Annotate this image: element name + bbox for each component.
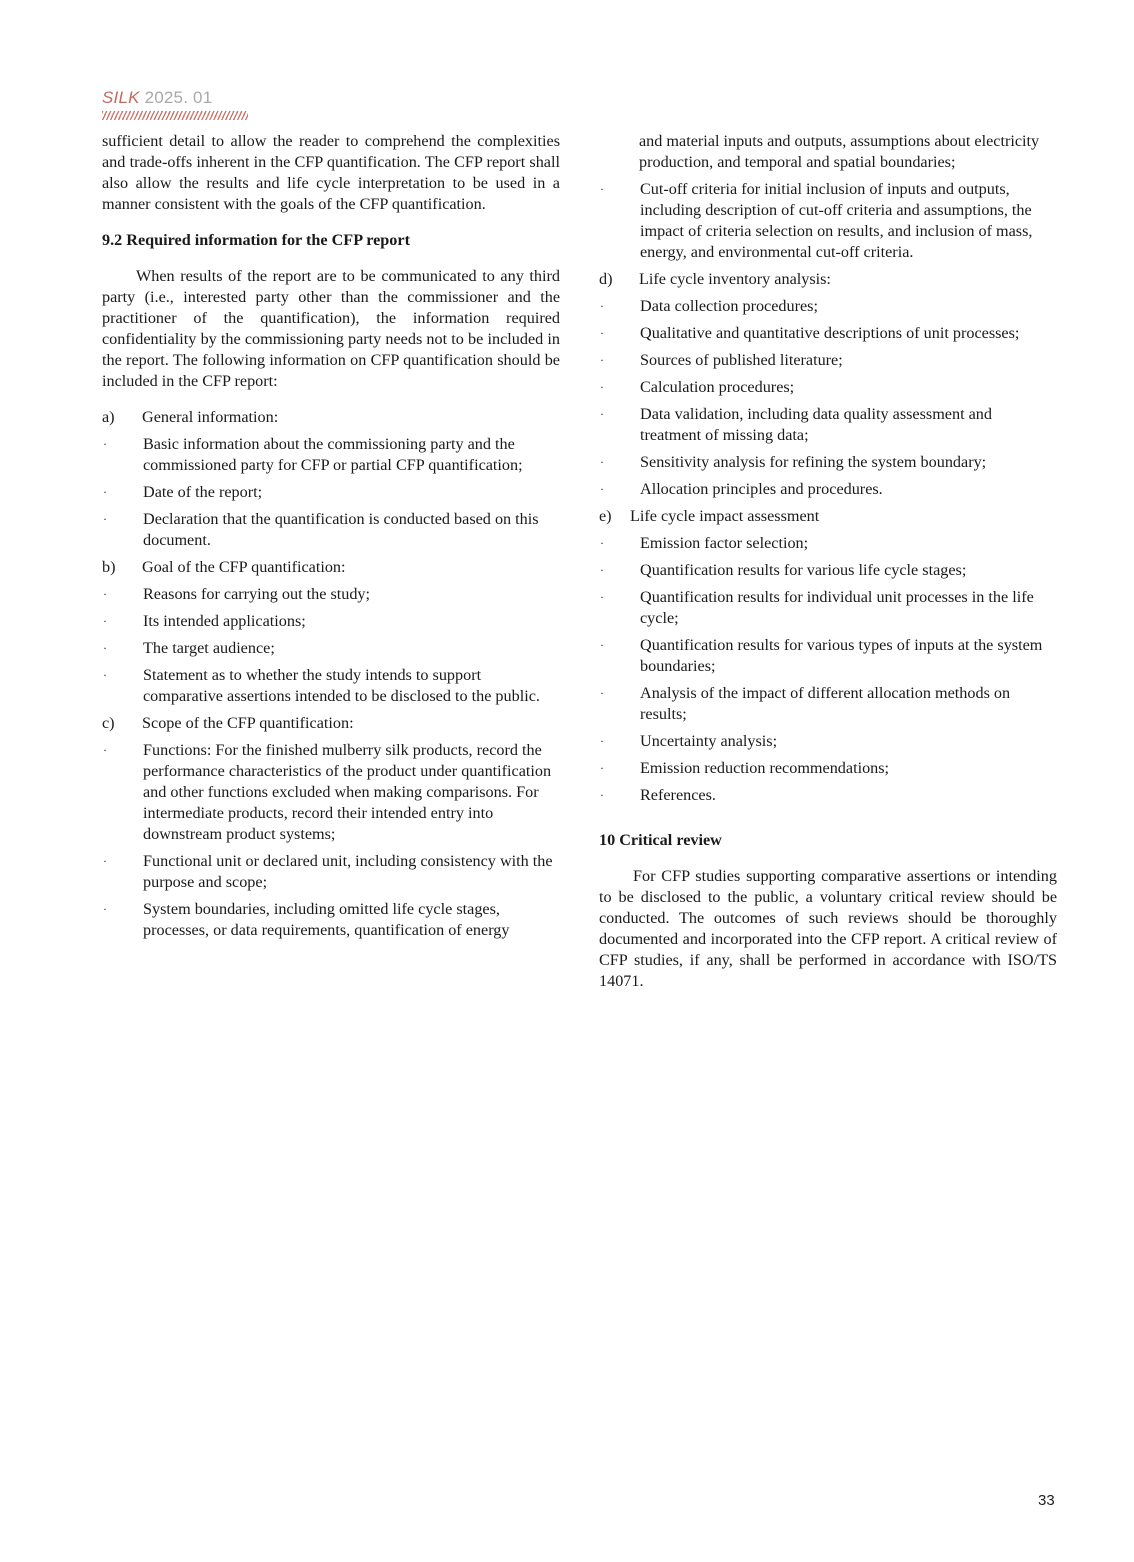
- bullet-icon: ·: [600, 455, 604, 469]
- bullet-icon: ·: [600, 380, 604, 394]
- bullet-icon: ·: [600, 788, 604, 802]
- list-item-text: Cut-off criteria for initial inclusion of inputs and outputs, including description of cut-off criteria and assumptions, the impact of criteria selection on results, and inclusion of mass, energy, and environmental cut-off criteria.: [640, 180, 1033, 261]
- list-item-text: The target audience;: [143, 639, 275, 657]
- running-header: [102, 88, 248, 120]
- list-group-title: Life cycle impact assessment: [630, 507, 820, 525]
- list-item: [102, 584, 560, 605]
- bullet-icon: ·: [103, 485, 107, 499]
- list-item: [599, 479, 1057, 500]
- list-item-text: Data collection procedures;: [640, 297, 818, 315]
- bullet-icon: ·: [600, 536, 604, 550]
- list-group-title: Scope of the CFP quantification:: [142, 714, 354, 732]
- page-number: 33: [1038, 1492, 1055, 1509]
- list-item: [599, 758, 1057, 779]
- list-item: [599, 587, 1057, 629]
- list-item: [599, 377, 1057, 398]
- list-item: [599, 404, 1057, 446]
- bullet-icon: ·: [103, 743, 107, 757]
- list-group-a: [102, 407, 560, 428]
- list-item-text: System boundaries, including omitted life cycle stages, processes, or data requirements, quantification of energy: [143, 900, 510, 939]
- continued-list-item-text: and material inputs and outputs, assumptions about electricity production, and temporal and spatial boundaries;: [639, 132, 1040, 171]
- list-item: [599, 452, 1057, 473]
- bullet-icon: ·: [600, 638, 604, 652]
- bullet-icon: ·: [600, 482, 604, 496]
- bullet-icon: ·: [600, 353, 604, 367]
- list-item: [102, 509, 560, 551]
- list-marker: b): [102, 558, 116, 576]
- list-item: [599, 683, 1057, 725]
- bullet-icon: ·: [103, 902, 107, 916]
- header-hatch-decoration: [102, 111, 248, 120]
- list-item-text: Declaration that the quantification is conducted based on this document.: [143, 510, 539, 549]
- list-group-c: [102, 713, 560, 734]
- bullet-icon: ·: [103, 437, 107, 451]
- list-item: [599, 560, 1057, 581]
- list-group-title: Life cycle inventory analysis:: [639, 270, 831, 288]
- list-item-text: Sources of published literature;: [640, 351, 843, 369]
- section-heading-9-2: 9.2 Required information for the CFP report: [102, 231, 410, 249]
- list-item: [102, 611, 560, 632]
- section-spacer: [599, 812, 1057, 830]
- bullet-icon: ·: [600, 326, 604, 340]
- list-item: [102, 740, 560, 845]
- left-column: [102, 131, 560, 947]
- list-item: [599, 296, 1057, 317]
- list-marker: e): [599, 507, 612, 525]
- bullet-icon: ·: [103, 587, 107, 601]
- list-marker: d): [599, 270, 613, 288]
- journal-issue: 2025. 01: [144, 88, 213, 107]
- critical-review-paragraph: For CFP studies supporting comparative assertions or intending to be disclosed to the public, a voluntary critical review should be conducted. The outcomes of such reviews should be thoroughly documented and incorporated into the CFP report. A critical review of CFP studies, if any, shall be performed in accordance with ISO/TS 14071.: [599, 867, 1057, 990]
- list-group-title: General information:: [142, 408, 279, 426]
- bullet-icon: ·: [103, 854, 107, 868]
- bullet-icon: ·: [103, 614, 107, 628]
- journal-title: [102, 88, 248, 108]
- list-marker: a): [102, 408, 115, 426]
- list-item-text: Quantification results for various life cycle stages;: [640, 561, 967, 579]
- list-item-text: Qualitative and quantitative descriptions of unit processes;: [640, 324, 1020, 342]
- list-item-text: Functions: For the finished mulberry silk products, record the performance characteristics of the product under quantification and other functions excluded when making comparisons. For intermediate products, record their intended entry into downstream product systems;: [143, 741, 552, 843]
- bullet-icon: ·: [103, 512, 107, 526]
- list-item: [599, 350, 1057, 371]
- list-group-d: [599, 269, 1057, 290]
- bullet-icon: ·: [600, 686, 604, 700]
- bullet-icon: ·: [103, 668, 107, 682]
- list-item: [102, 482, 560, 503]
- list-item: [102, 434, 560, 476]
- section-heading-10: 10 Critical review: [599, 831, 722, 849]
- list-item-text: Emission reduction recommendations;: [640, 759, 890, 777]
- bullet-icon: ·: [600, 299, 604, 313]
- list-item: [599, 179, 1057, 263]
- bullet-icon: ·: [600, 182, 604, 196]
- list-item-text: Statement as to whether the study intends to support comparative assertions intended to be disclosed to the public.: [143, 666, 540, 705]
- list-item-text: Data validation, including data quality assessment and treatment of missing data;: [640, 405, 992, 444]
- list-marker: c): [102, 714, 115, 732]
- list-item: [599, 533, 1057, 554]
- section-intro-paragraph: When results of the report are to be communicated to any third party (i.e., interested party other than the commissioner and the practitioner of the quantification), the information required confidentiality by the commissioning party needs not to be included in the report. The following information on CFP quantification should be included in the CFP report:: [102, 267, 560, 390]
- list-item-text: Its intended applications;: [143, 612, 306, 630]
- list-item-text: Sensitivity analysis for refining the system boundary;: [640, 453, 987, 471]
- list-item: [102, 665, 560, 707]
- list-item: [102, 638, 560, 659]
- list-item: [102, 851, 560, 893]
- list-item-text: Basic information about the commissioning party and the commissioned party for CFP or partial CFP quantification;: [143, 435, 523, 474]
- list-item-text: Functional unit or declared unit, including consistency with the purpose and scope;: [143, 852, 553, 891]
- list-item-text: Uncertainty analysis;: [640, 732, 778, 750]
- bullet-icon: ·: [600, 407, 604, 421]
- list-item-text: Analysis of the impact of different allocation methods on results;: [640, 684, 1011, 723]
- intro-paragraph: sufficient detail to allow the reader to comprehend the complexities and trade-offs inherent in the CFP quantification. The CFP report shall also allow the results and life cycle interpretation to be used in a manner consistent with the goals of the CFP quantification.: [102, 132, 560, 213]
- bullet-icon: ·: [600, 590, 604, 604]
- list-item: [599, 323, 1057, 344]
- bullet-icon: ·: [600, 761, 604, 775]
- list-item-text: Allocation principles and procedures.: [640, 480, 883, 498]
- list-item-text: Date of the report;: [143, 483, 263, 501]
- list-item-text: Calculation procedures;: [640, 378, 795, 396]
- list-group-b: [102, 557, 560, 578]
- right-column: [599, 131, 1057, 992]
- list-group-e: [599, 506, 1057, 527]
- list-item-text: Emission factor selection;: [640, 534, 809, 552]
- bullet-icon: ·: [103, 641, 107, 655]
- list-item-text: Quantification results for individual unit processes in the life cycle;: [640, 588, 1034, 627]
- list-item: [599, 731, 1057, 752]
- list-item: [102, 899, 560, 941]
- list-item-text: Quantification results for various types of inputs at the system boundaries;: [640, 636, 1043, 675]
- journal-name: SILK: [102, 88, 140, 107]
- list-item: [599, 785, 1057, 806]
- bullet-icon: ·: [600, 734, 604, 748]
- list-item-text: Reasons for carrying out the study;: [143, 585, 371, 603]
- list-item: [599, 635, 1057, 677]
- list-group-title: Goal of the CFP quantification:: [142, 558, 346, 576]
- bullet-icon: ·: [600, 563, 604, 577]
- list-item-text: References.: [640, 786, 716, 804]
